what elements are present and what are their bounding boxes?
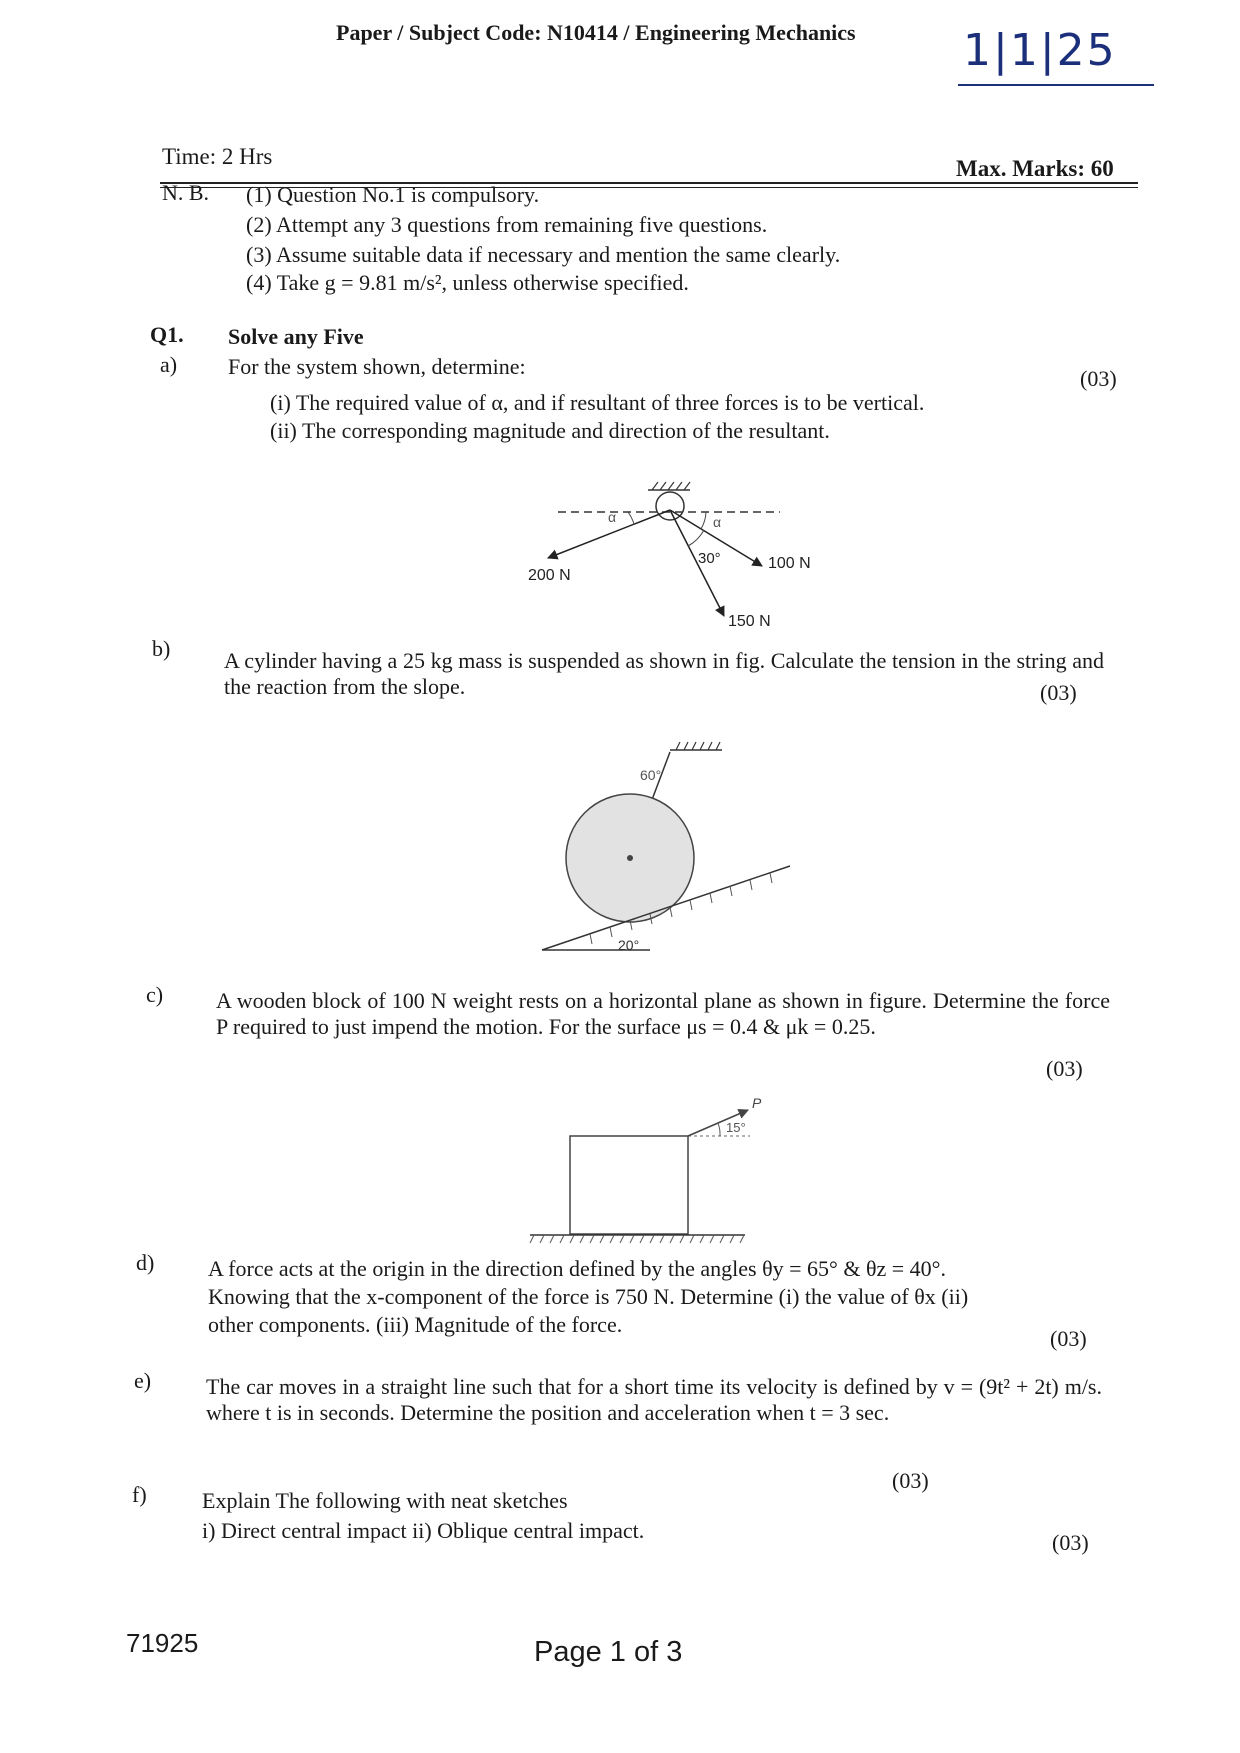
part-a-sub1: (i) The required value of α, and if resultant of three forces is to be vertical. <box>270 390 925 415</box>
nb-label: N. B. <box>162 180 210 205</box>
date-underline <box>958 84 1154 86</box>
part-d-line1: A force acts at the origin in the direction defined by the angles θy = 65° & θz = 40°. <box>208 1256 946 1281</box>
slope-angle-label: 20° <box>618 937 640 953</box>
figure-cylinder <box>530 740 800 960</box>
part-d-label: d) <box>136 1250 155 1275</box>
question-heading: Solve any Five <box>228 324 364 349</box>
force-p-label: P <box>752 1095 762 1111</box>
string-angle-label: 60° <box>640 767 662 783</box>
part-e-text: The car moves in a straight line such that for a short time its velocity is defined by v = (9t² + 2t) m/s. where t is in seconds. Determine the position and acceleration when t = 3 sec. <box>206 1374 1102 1425</box>
question-number: Q1. <box>150 322 184 347</box>
part-e-label: e) <box>134 1368 152 1393</box>
part-b-label: b) <box>152 636 171 661</box>
part-a-sub2: (ii) The corresponding magnitude and direction of the resultant. <box>270 418 830 443</box>
part-f-marks: (03) <box>1052 1530 1089 1555</box>
angle-15-arc <box>718 1123 720 1136</box>
part-a-marks: (03) <box>1080 366 1117 391</box>
wooden-block <box>570 1136 688 1234</box>
handwritten-date: 1|1|25 <box>963 25 1117 76</box>
part-d-line3: other components. (iii) Magnitude of the force. <box>208 1312 623 1337</box>
paper-code: Paper / Subject Code: N10414 / Engineering Mechanics <box>336 20 856 45</box>
instruction-3: (3) Assume suitable data if necessary and mention the same clearly. <box>246 242 841 267</box>
part-c-marks: (03) <box>1046 1056 1083 1081</box>
alpha-right-label: α <box>713 514 722 530</box>
angle-30-arc <box>688 530 704 546</box>
part-b-text: A cylinder having a 25 kg mass is suspended as shown in fig. Calculate the tension in the string and the reaction from the slope. <box>224 648 1104 699</box>
alpha-arc-right <box>701 512 706 529</box>
force-150-label: 150 N <box>728 613 771 630</box>
part-f-line1: Explain The following with neat sketches <box>202 1488 568 1513</box>
instruction-2: (2) Attempt any 3 questions from remaining five questions. <box>246 212 768 237</box>
part-d-line2: Knowing that the x-component of the force is 750 N. Determine (i) the value of θx (ii) <box>208 1284 969 1309</box>
part-a-label: a) <box>160 352 178 377</box>
alpha-left-label: α <box>608 509 617 525</box>
angle-15-label: 15° <box>726 1120 746 1135</box>
max-marks: Max. Marks: 60 <box>956 156 1114 181</box>
figure-block <box>520 1080 760 1250</box>
part-c-label: c) <box>146 982 164 1007</box>
part-e-marks: (03) <box>892 1468 929 1493</box>
angle-30-label: 30° <box>698 550 721 567</box>
cylinder-center <box>627 855 633 861</box>
force-200-label: 200 N <box>528 567 571 584</box>
force-100-label: 100 N <box>768 555 811 572</box>
page-number: Page 1 of 3 <box>534 1636 683 1668</box>
ceiling-hatch <box>676 742 720 750</box>
part-b-marks: (03) <box>1040 680 1077 705</box>
alpha-arc-left <box>628 512 634 524</box>
ground-hatch <box>530 1235 744 1243</box>
support-hatch <box>652 482 690 490</box>
part-f-label: f) <box>132 1482 147 1507</box>
footer-code: 71925 <box>126 1628 199 1658</box>
part-c-text: A wooden block of 100 N weight rests on a horizontal plane as shown in figure. Determine the force P required to just impend the motion. For the surface μs = 0.4 & μk = 0.25. <box>216 988 1110 1039</box>
figure-force-system <box>500 470 820 640</box>
time-label: Time: 2 Hrs <box>162 144 273 169</box>
part-d-marks: (03) <box>1050 1326 1087 1351</box>
instruction-1: (1) Question No.1 is compulsory. <box>246 182 540 207</box>
part-a-intro: For the system shown, determine: <box>228 354 526 379</box>
instruction-4: (4) Take g = 9.81 m/s², unless otherwise specified. <box>246 270 689 295</box>
part-f-line2: i) Direct central impact ii) Oblique central impact. <box>202 1518 645 1543</box>
